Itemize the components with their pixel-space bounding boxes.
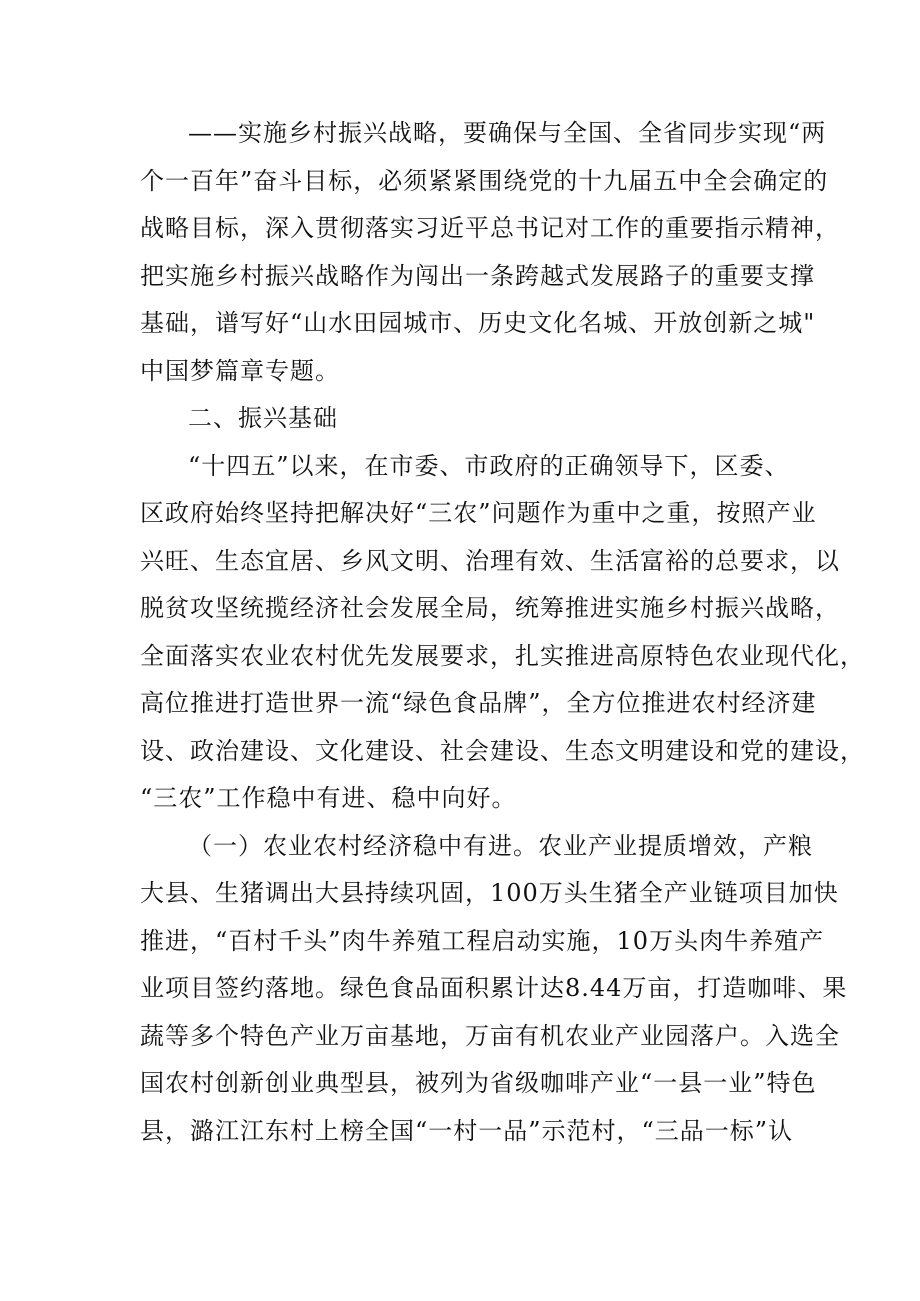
- text-line: 推进，“百村千头”肉牛养殖工程启动实施，10万头肉牛养殖产: [140, 926, 825, 955]
- text-line: （一）农业农村经济稳中有进。农业产业提质增效，产粮: [188, 831, 813, 860]
- text-line: “十四五”以来，在市委、市政府的正确领导下，区委、: [188, 451, 790, 480]
- text-line: 设、政治建设、文化建设、社会建设、生态文明建设和党的建设，: [140, 736, 865, 765]
- text-line: 中国梦篇章专题。: [140, 356, 340, 385]
- text-line: 个一百年”奋斗目标，必须紧紧围绕党的十九届五中全会确定的: [140, 166, 829, 195]
- text-line: 县，潞江江东村上榜全国“一村一品”示范村，“三品一标”认: [140, 1116, 794, 1145]
- text-line: 蔬等多个特色产业万亩基地，万亩有机农业产业园落户。入选全: [140, 1021, 840, 1050]
- intro-paragraph: [140, 110, 840, 395]
- text-line: 国农村创新创业典型县，被列为省级咖啡产业“一县一业”特色: [140, 1069, 817, 1097]
- text-line: ——实施乡村振兴战略，要确保与全国、全省同步实现“两: [188, 119, 827, 147]
- text-line: 把实施乡村振兴战略作为闯出一条跨越式发展路子的重要支撑: [140, 261, 815, 290]
- agri-economy-paragraph: [140, 823, 848, 1156]
- text-line: 兴旺、生态宜居、乡风文明、治理有效、生活富裕的总要求，以: [140, 546, 840, 575]
- text-line: 业项目签约落地。绿色食品面积累计达8.44万亩，打造咖啡、果: [140, 974, 848, 1002]
- foundation-paragraph: [140, 443, 865, 823]
- section-heading: [140, 395, 820, 443]
- text-line: 全面落实农业农村优先发展要求，扎实推进高原特色农业现代化，: [140, 641, 865, 670]
- text-line: 战略目标，深入贯彻落实习近平总书记对工作的重要指示精神，: [140, 214, 840, 242]
- text-line: 基础，谱写好“山水田园城市、历史文化名城、开放创新之城": [140, 309, 816, 337]
- text-line: “三农”工作稳中有进、稳中向好。: [140, 784, 517, 812]
- text-line: 大县、生猪调出大县持续巩固，100万头生猪全产业链项目加快: [140, 879, 839, 907]
- text-line: 高位推进打造世界一流“绿色食品牌”，全方位推进农村经济建: [140, 689, 817, 717]
- text-line: 区政府始终坚持把解决好“三农”问题作为重中之重，按照产业: [140, 499, 817, 527]
- text-line: 脱贫攻坚统揽经济社会发展全局，统筹推进实施乡村振兴战略，: [140, 594, 840, 622]
- heading-text: 二、振兴基础: [188, 404, 338, 432]
